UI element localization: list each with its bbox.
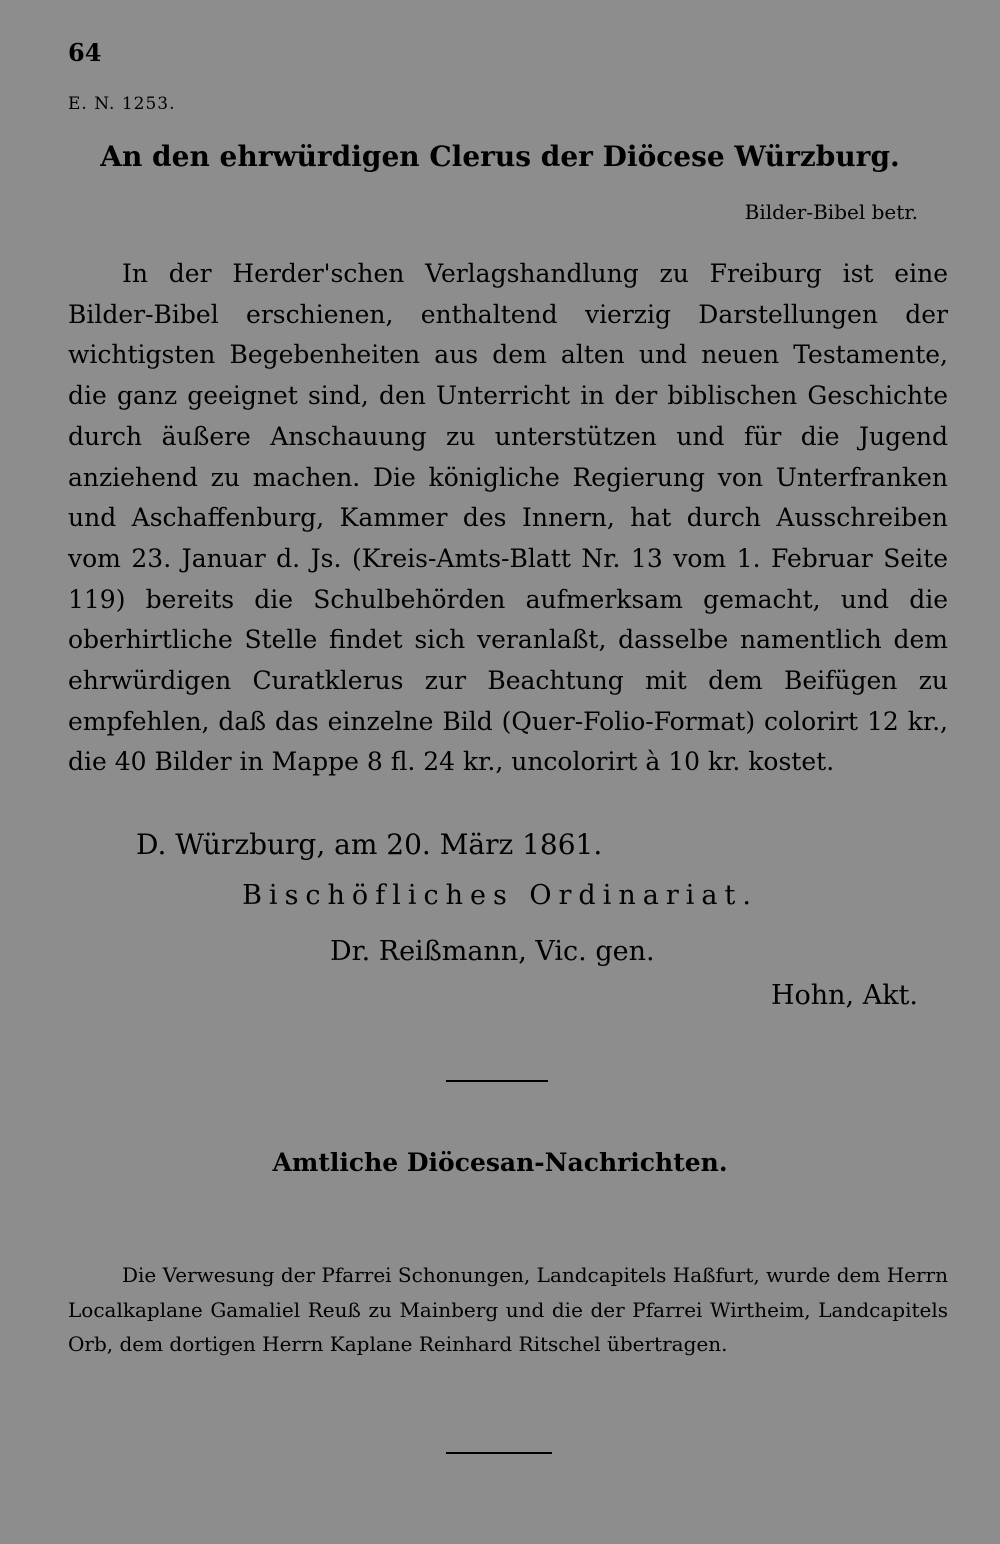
- page-number: 64: [68, 38, 102, 67]
- letter-body-paragraph: In der Herder'schen Verlagshandlung zu Freiburg ist eine Bilder-Bibel erschienen, enthaltend vierzig Darstellungen der wichtigsten Begebenheiten aus dem alten und neuen Testamente, die ganz geeignet sind, den Unterricht in der biblischen Geschichte durch äußere Anschauung zu unterstützen und für die Jugend anziehend zu machen. Die königliche Regierung von Unterfranken und Aschaffenburg, Kammer des Innern, hat durch Ausschreiben vom 23. Januar d. Js. (Kreis-Amts-Blatt Nr. 13 vom 1. Februar Seite 119) bereits die Schulbehörden aufmerksam gemacht, und die oberhirtliche Stelle findet sich veranlaßt, dasselbe namentlich dem ehrwürdigen Curatklerus zur Beachtung mit dem Beifügen zu empfehlen, daß das einzelne Bild (Quer-Folio-Format) colorirt 12 kr., die 40 Bilder in Mappe 8 fl. 24 kr., uncolorirt à 10 kr. kostet.: [68, 259, 948, 777]
- signer: Dr. Reißmann, Vic. gen.: [330, 936, 655, 967]
- letter-subject: Bilder-Bibel betr.: [744, 200, 918, 224]
- dateline: D. Würzburg, am 20. März 1861.: [136, 828, 603, 861]
- letter-body: [68, 254, 948, 783]
- news-notice: [68, 1258, 948, 1362]
- section-divider: [446, 1080, 548, 1082]
- news-notice-paragraph: Die Verwesung der Pfarrei Schonungen, Landcapitels Haßfurt, wurde dem Herrn Localkaplane Gamaliel Reuß zu Mainberg und die der Pfarrei Wirtheim, Landcapitels Orb, dem dortigen Herrn Kaplane Reinhard Ritschel übertragen.: [68, 1263, 948, 1356]
- news-heading: Amtliche Diöcesan-Nachrichten.: [272, 1148, 728, 1177]
- end-divider: [446, 1452, 552, 1454]
- issuing-office: Bischöfliches Ordinariat.: [242, 880, 758, 911]
- clerk: Hohn, Akt.: [770, 980, 918, 1011]
- reference-number: E. N. 1253.: [68, 94, 176, 114]
- letter-address: An den ehrwürdigen Clerus der Diöcese Würzburg.: [100, 140, 900, 173]
